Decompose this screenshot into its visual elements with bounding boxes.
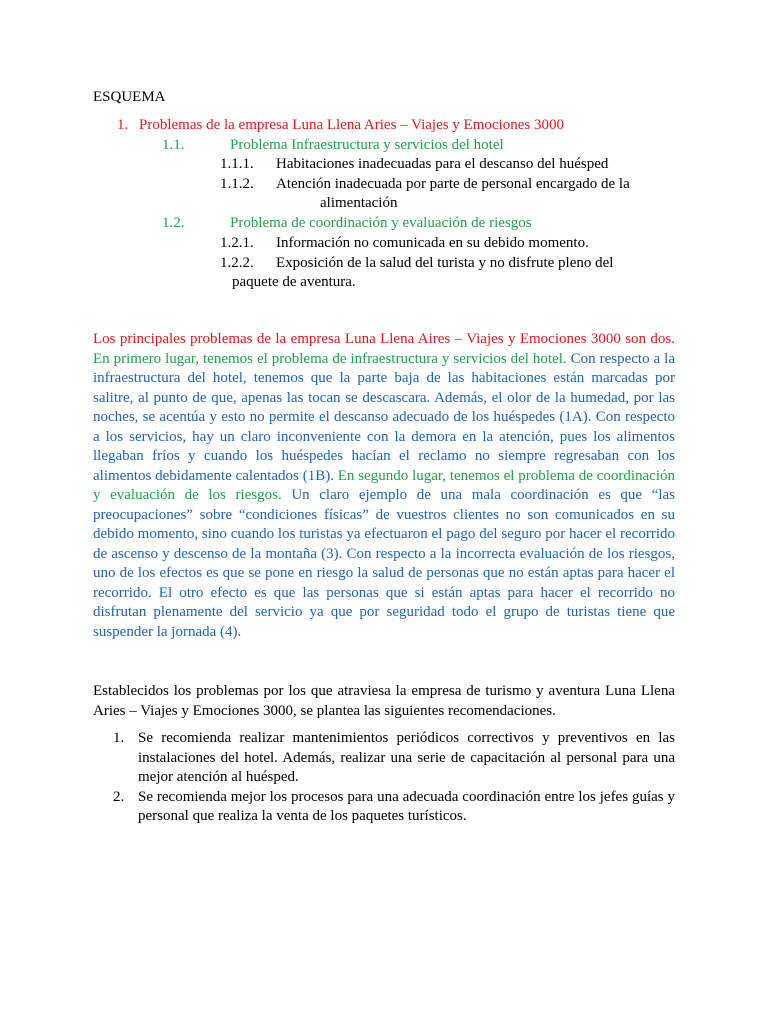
outline-num-1-2-1: 1.2.1. <box>220 235 254 251</box>
outline-num-1-2: 1.2. <box>162 215 185 231</box>
outline-item-1-1-2: Atención inadecuada por parte de personal encargado de la <box>276 176 630 192</box>
outline-item-1-1: Problema Infraestructura y servicios del hotel <box>230 137 504 153</box>
recommendation-num: 1. <box>113 730 125 746</box>
paragraph-second-detail: Un claro ejemplo de una mala coordinación es que “las preocupaciones” sobre “condiciones físicas” de vuestros clientes no son comunicados en su debido momento, sino cuando los turistas ya efectuaron el pago del seguro por hacer el recorrido de ascenso y descenso de la montaña (3). Con respecto a la incorrecta evaluación de los riesgos, uno de los efectos es que se pone en riesgo la salud de personas que no están aptas para hacer el recorrido. El otro efecto es que las personas que si están aptas para hacer el recorrido no disfrutan plenamente del servicio ya que por seguridad todo el grupo de turistas tiene que suspender la jornada (4). <box>93 487 676 640</box>
list-item <box>113 729 675 788</box>
paragraph-intro: Los principales problemas de la empresa Luna Llena Aires – Viajes y Emociones 3000 son dos. <box>93 331 675 347</box>
outline-num-1: 1. <box>117 117 129 133</box>
list-item <box>113 788 675 827</box>
recommendations-list <box>113 729 675 827</box>
document-heading: ESQUEMA <box>93 89 166 105</box>
outline-num-1-2-2: 1.2.2. <box>220 255 254 271</box>
recommendation-num: 2. <box>113 788 125 805</box>
paragraph-first-point: En primero lugar, tenemos el problema de infraestructura y servicios del hotel. <box>93 350 567 367</box>
recommendations-intro: Establecidos los problemas por los que atraviesa la empresa de turismo y aventura Luna Llena Aries – Viajes y Emociones 3000, se plantea las siguientes recomendaciones. <box>93 683 675 719</box>
outline-num-1-1-1: 1.1.1. <box>220 156 254 172</box>
recommendation-text: Se recomienda realizar mantenimientos periódicos correctivos y preventivos en las instalaciones del hotel. Además, realizar una serie de capacitación al personal para una mejor atención al huésped. <box>138 730 675 785</box>
outline-item-1-2-2: Exposición de la salud del turista y no disfrute pleno del <box>276 255 614 271</box>
main-paragraph <box>93 330 675 642</box>
outline-item-1-2-1: Información no comunicada en su debido momento. <box>276 235 589 251</box>
outline-item-1-1-2-cont: alimentación <box>320 195 398 211</box>
paragraph-second-point: En segundo lugar, tenemos el problema de coordinación y evaluación de los riesgos. <box>93 467 675 503</box>
outline-block-1-1-2 <box>220 175 668 215</box>
recommendation-text: Se recomienda mejor los procesos para una adecuada coordinación entre los jefes guías y personal que realiza la venta de los paquetes turísticos. <box>138 788 675 824</box>
outline-num-1-1: 1.1. <box>162 137 185 153</box>
outline-item-1-1-1: Habitaciones inadecuadas para el descanso del huésped <box>276 156 609 172</box>
outline-item-1-2-2-cont: paquete de aventura. <box>232 274 356 290</box>
outline-item-1: Problemas de la empresa Luna Llena Aries – Viajes y Emociones 3000 <box>139 117 564 133</box>
paragraph-first-detail: Con respecto a la infraestructura del hotel, tenemos que la parte baja de las habitaciones están marcadas por salitre, al punto de que, apenas las tocan se descascara. Además, el olor de la humedad, por las noches, se acentúa y esto no permite el descanso adecuado de los huéspedes (1A). Con respecto a los servicios, hay un claro inconveniente con la demora en la atención, pues los alimentos llegaban fríos y cuando los huéspedes hacían el reclamo no siempre regresaban con los alimentos debidamente calentados (1B). <box>93 350 675 484</box>
outline-num-1-1-2: 1.1.2. <box>220 176 254 192</box>
outline-item-1-2: Problema de coordinación y evaluación de riesgos <box>230 215 532 231</box>
